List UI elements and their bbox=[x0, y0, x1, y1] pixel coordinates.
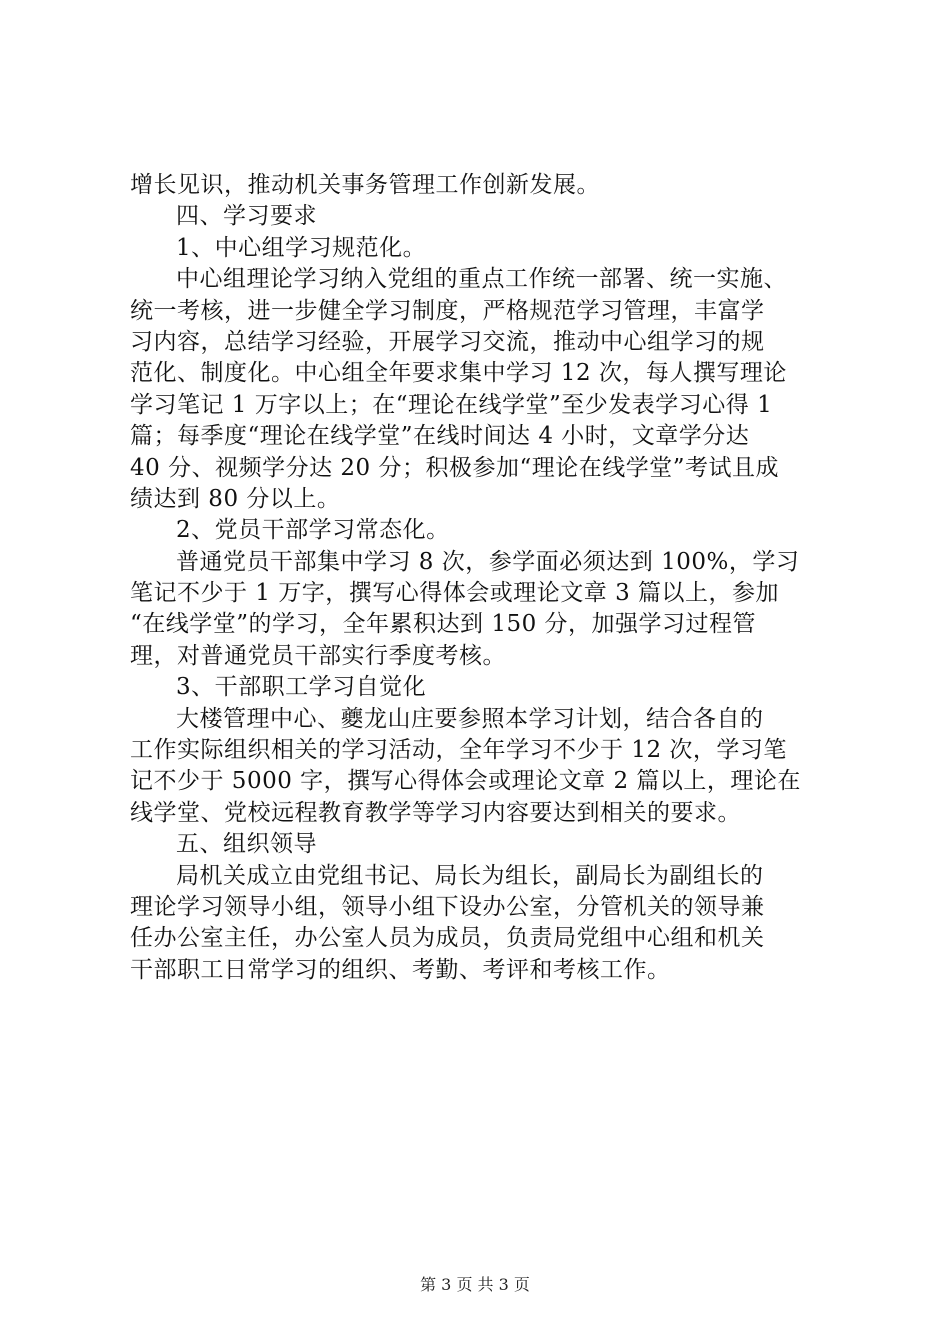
paragraph-line: 任办公室主任，办公室人员为成员，负责局党组中心组和机关 bbox=[130, 925, 765, 952]
section-heading-leadership: 五、组织领导 bbox=[176, 831, 317, 858]
paragraph-line: 习内容，总结学习经验，开展学习交流，推动中心组学习的规 bbox=[130, 328, 765, 355]
paragraph-line: 统一考核，进一步健全学习制度，严格规范学习管理，丰富学 bbox=[130, 297, 765, 324]
subheading-party-members: 2、党员干部学习常态化。 bbox=[176, 517, 450, 544]
paragraph-line: 学习笔记 1 万字以上；在“理论在线学堂”至少发表学习心得 1 bbox=[130, 391, 773, 418]
paragraph-line: 理论学习领导小组，领导小组下设办公室，分管机关的领导兼 bbox=[130, 893, 765, 920]
section-heading-requirements: 四、学习要求 bbox=[176, 203, 317, 230]
page-number-footer: 第 3 页 共 3 页 bbox=[420, 1275, 530, 1294]
paragraph-line: 中心组理论学习纳入党组的重点工作统一部署、统一实施、 bbox=[176, 266, 787, 293]
paragraph-line: 记不少于 5000 字，撰写心得体会或理论文章 2 篇以上，理论在 bbox=[130, 768, 801, 795]
paragraph-line: 线学堂、党校远程教育教学等学习内容要达到相关的要求。 bbox=[130, 799, 741, 826]
paragraph-line: 增长见识，推动机关事务管理工作创新发展。 bbox=[130, 172, 600, 198]
paragraph-line: 范化、制度化。中心组全年要求集中学习 12 次，每人撰写理论 bbox=[130, 360, 787, 387]
subheading-staff: 3、干部职工学习自觉化 bbox=[176, 674, 427, 701]
paragraph-line: 工作实际组织相关的学习活动，全年学习不少于 12 次，学习笔 bbox=[130, 737, 787, 764]
paragraph-line: 普通党员干部集中学习 8 次，参学面必须达到 100%，学习 bbox=[176, 548, 800, 575]
subheading-central-group: 1、中心组学习规范化。 bbox=[176, 234, 427, 261]
paragraph-line: “在线学堂”的学习，全年累积达到 150 分，加强学习过程管 bbox=[130, 611, 757, 638]
paragraph-line: 绩达到 80 分以上。 bbox=[130, 485, 341, 512]
paragraph-line: 大楼管理中心、夔龙山庄要参照本学习计划，结合各自的 bbox=[176, 705, 764, 732]
paragraph-line: 干部职工日常学习的组织、考勤、考评和考核工作。 bbox=[130, 956, 671, 983]
paragraph-line: 40 分、视频学分达 20 分；积极参加“理论在线学堂”考试且成 bbox=[130, 454, 779, 481]
document-body bbox=[130, 170, 830, 986]
paragraph-line: 笔记不少于 1 万字，撰写心得体会或理论文章 3 篇以上，参加 bbox=[130, 580, 780, 607]
paragraph-line: 篇；每季度“理论在线学堂”在线时间达 4 小时，文章学分达 bbox=[130, 423, 750, 450]
paragraph-line: 理，对普通党员干部实行季度考核。 bbox=[130, 642, 506, 669]
paragraph-line: 局机关成立由党组书记、局长为组长，副局长为副组长的 bbox=[176, 862, 764, 889]
